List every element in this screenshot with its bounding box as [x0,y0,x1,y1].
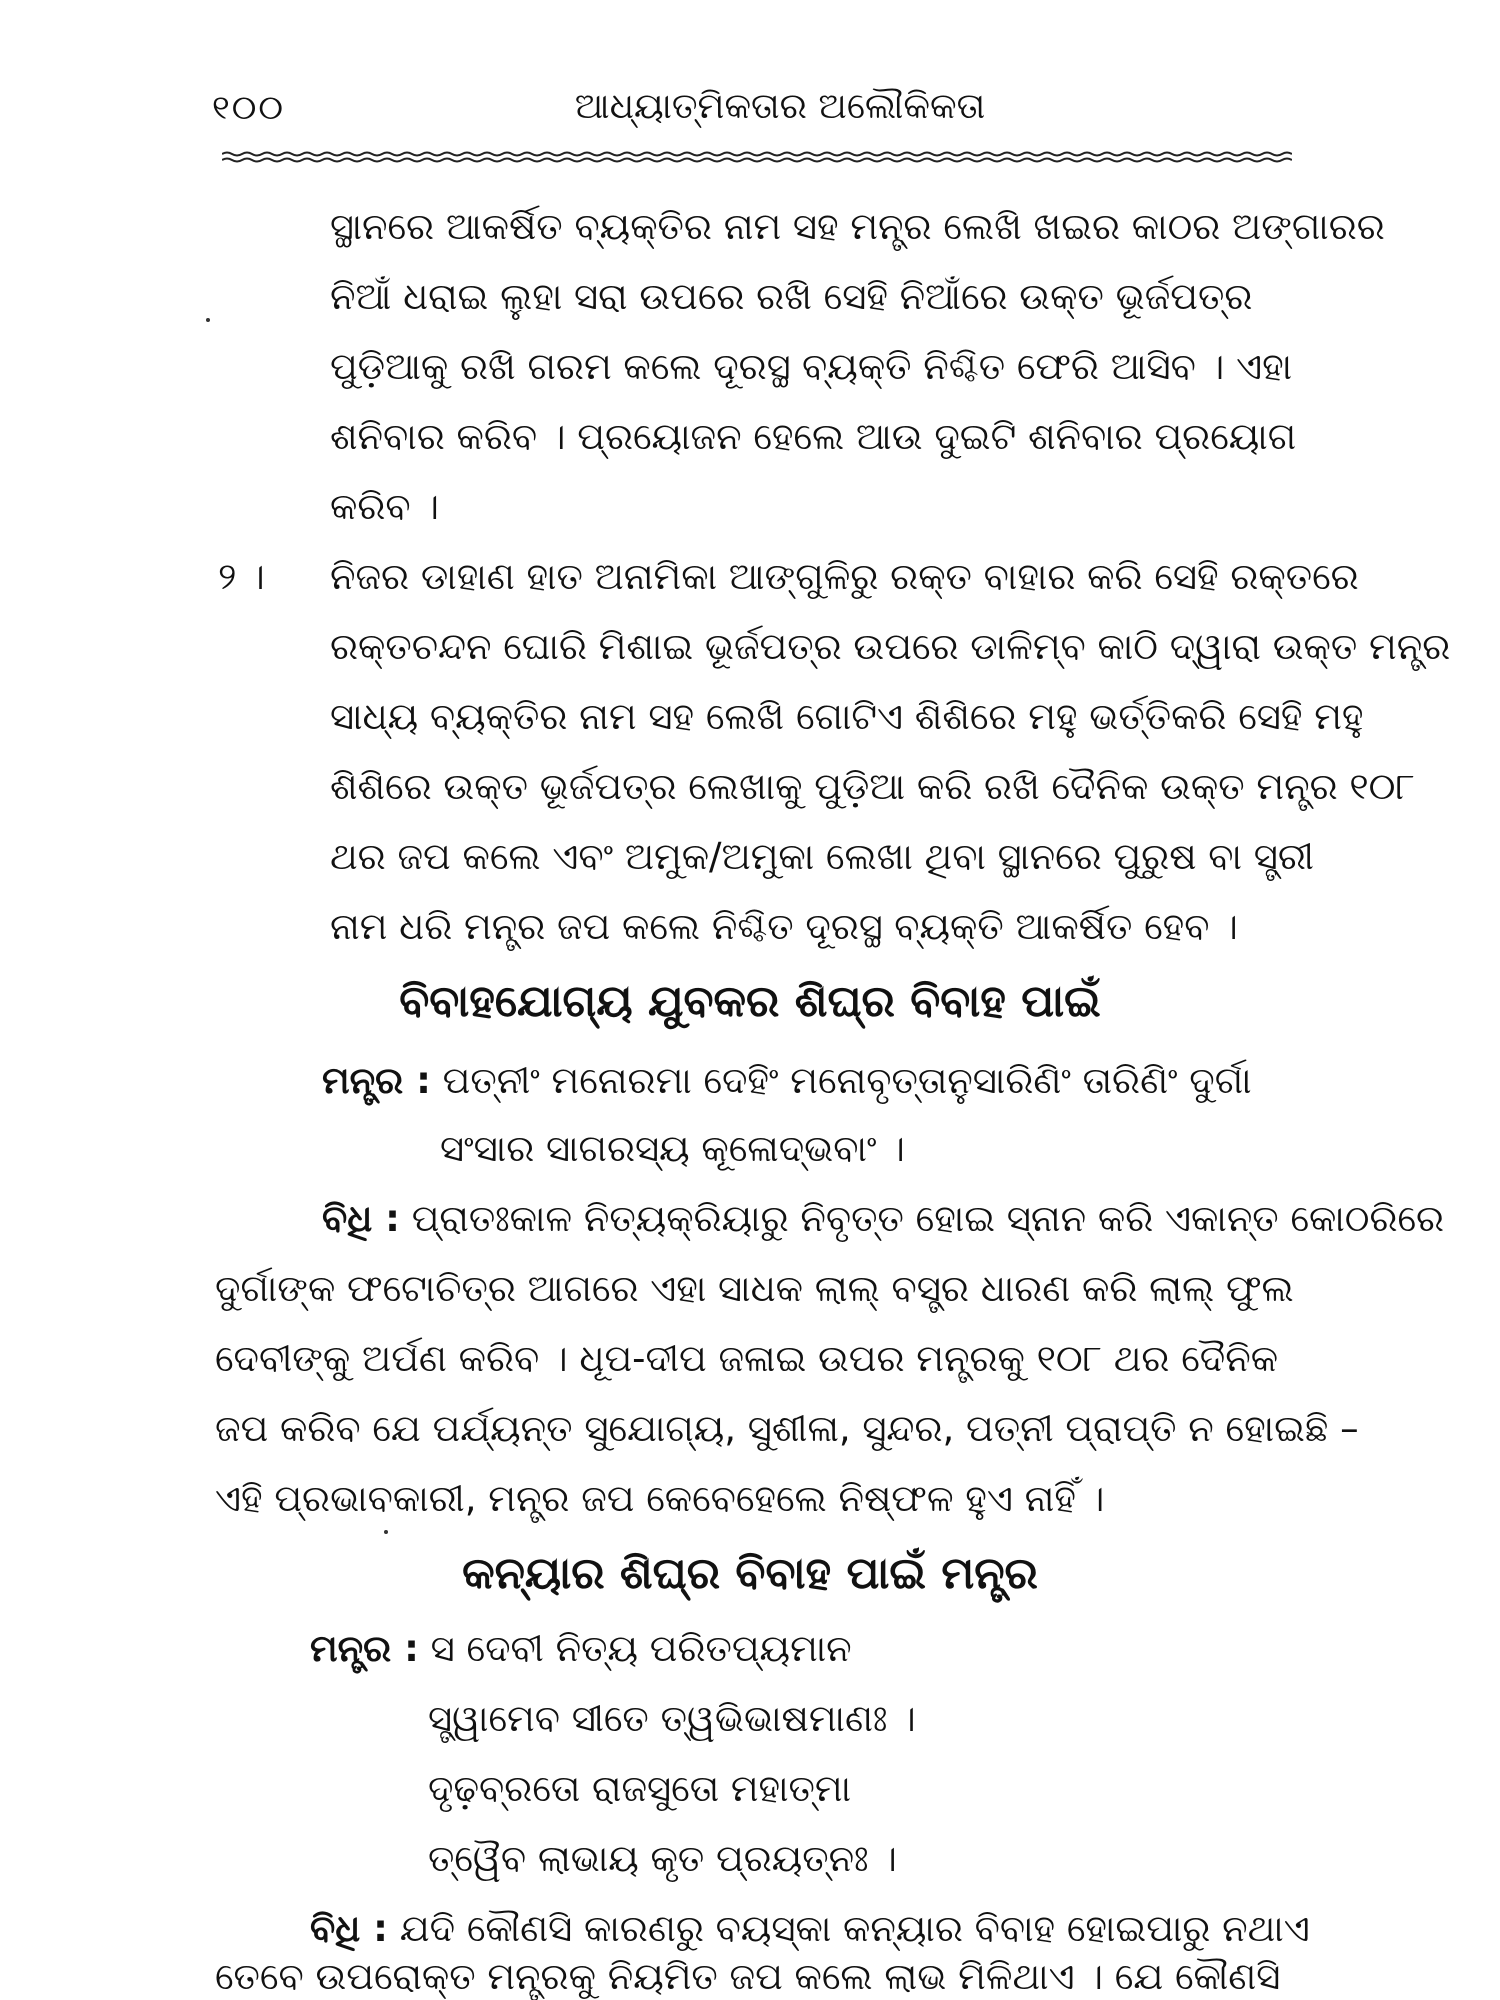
paragraph-line: ନିଜର ଡାହାଣ ହାତ ଅନାମିକା ଆଙ୍ଗୁଳିରୁ ରକ୍ତ ବାହାର କରି ସେହି ରକ୍ତରେ [330,555,1359,598]
paragraph-line: କରିବ । [330,485,440,528]
method-text: ପ୍ରାତଃକାଳ ନିତ୍ୟକ୍ରିୟାରୁ ନିବୃତ୍ତ ହୋଇ ସ୍ନାନ କରି ଏକାନ୍ତ କୋଠରିରେ [411,1197,1445,1240]
paragraph-line: ନିଆଁ ଧରାଇ ଲୁହା ସରା ଉପରେ ରଖି ସେହି ନିଆଁରେ ଉକ୍ତ ଭୂର୍ଜପତ୍ର [330,275,1253,318]
mantra-line: ଦୃଢ଼ବ୍ରତୋ ରାଜସୁତୋ ମହାତ୍ମା [428,1767,852,1810]
paragraph-line: ରକ୍ତଚନ୍ଦନ ଘୋରି ମିଶାଇ ଭୂର୍ଜପତ୍ର ଉପରେ ଡାଳିମ୍ବ କାଠି ଦ୍ୱାରା ଉକ୍ତ ମନ୍ତ୍ର [330,625,1451,668]
method-line [310,1907,1310,1950]
mantra-text: ପତ୍ନୀଂ ମନୋରମା ଦେହିଂ ମନୋବୃତ୍ତାନୁସାରିଣିଂ ତାରିଣିଂ ଦୁର୍ଗା [442,1059,1252,1102]
page-number: ୧୦୦ [212,88,285,128]
paragraph-line: ଥର ଜପ କଲେ ଏବଂ ଅମୁକ/ଅମୁକା ଲେଖା ଥିବା ସ୍ଥାନରେ ପୁରୁଷ ବା ସ୍ତ୍ରୀ [330,835,1314,878]
mantra-line: ତ୍ୱୈବ ଲାଭାୟ କୃତ ପ୍ରୟତ୍ନଃ । [428,1837,897,1880]
method-label: ବିଧି : [310,1907,388,1950]
method-line: ଜପ କରିବ ଯେ ପର୍ଯ୍ୟନ୍ତ ସୁଯୋଗ୍ୟ, ସୁଶୀଳା, ସୁନ୍ଦର, ପତ୍ନୀ ପ୍ରାପ୍ତି ନ ହୋଇଛି – [215,1407,1359,1450]
paragraph-line: ସାଧ୍ୟ ବ୍ୟକ୍ତିର ନାମ ସହ ଲେଖି ଗୋଟିଏ ଶିଶିରେ ମହୁ ଭର୍ତ୍ତିକରି ସେହି ମହୁ [330,695,1364,738]
method-text: ଯଦି କୌଣସି କାରଣରୁ ବୟସ୍କା କନ୍ୟାର ବିବାହ ହୋଇପାରୁ ନଥାଏ [399,1907,1310,1950]
mantra-line: ସଂସାର ସାଗରସ୍ୟ କୂଳୋଦ୍‌ଭବାଂ । [440,1127,905,1170]
running-title: ଆଧ୍ୟାତ୍ମିକତାର ଅଲୌକିକତା [574,86,986,127]
section-heading-bride: କନ୍ୟାର ଶିଘ୍ର ବିବାହ ପାଇଁ ମନ୍ତ୍ର [462,1548,1038,1599]
mantra-label: ମନ୍ତ୍ର : [322,1059,431,1102]
method-line: ଦୁର୍ଗାଙ୍କ ଫଟୋଚିତ୍ର ଆଗରେ ଏହା ସାଧକ ଲାଲ୍ ବସ୍ତ୍ର ଧାରଣ କରି ଲାଲ୍ ଫୁଲ [215,1267,1294,1310]
item-number: ୨ । [218,555,265,598]
mantra-label: ମନ୍ତ୍ର : [310,1627,419,1670]
mantra-text: ସ ଦେବୀ ନିତ୍ୟ ପରିତପ୍ୟମାନ [430,1627,852,1670]
mantra-line: ସ୍ତ୍ୱାମେବ ସୀତେ ତ୍ୱଭିଭାଷମାଣଃ । [428,1697,916,1740]
paragraph-line: ନାମ ଧରି ମନ୍ତ୍ର ଜପ କଲେ ନିଶ୍ଚିତ ଦୂରସ୍ଥ ବ୍ୟକ୍ତି ଆକର୍ଷିତ ହେବ । [330,905,1238,948]
stray-print-dot [206,318,210,322]
paragraph-line: ପୁଡ଼ିଆକୁ ରଖି ଗରମ କଲେ ଦୂରସ୍ଥ ବ୍ୟକ୍ତି ନିଶ୍ଚିତ ଫେରି ଆସିବ । ଏହା [330,345,1293,388]
stray-print-dot [384,1530,388,1534]
method-line: ଏହି ପ୍ରଭାବକାରୀ, ମନ୍ତ୍ର ଜପ କେବେହେଲେ ନିଷ୍ଫଳ ହୁଏ ନାହିଁ । [215,1477,1105,1520]
method-line: ଦେବୀଙ୍କୁ ଅର୍ପଣ କରିବ । ଧୂପ-ଦୀପ ଜଳାଇ ଉପର ମନ୍ତ୍ରକୁ ୧୦୮ ଥର ଦୈନିକ [215,1337,1279,1380]
header-wavy-rule [222,150,1292,164]
method-line [322,1197,1445,1240]
mantra-line [322,1059,1252,1102]
paragraph-line: ସ୍ଥାନରେ ଆକର୍ଷିତ ବ୍ୟକ୍ତିର ନାମ ସହ ମନ୍ତ୍ର ଲେଖି ଖଇର କାଠର ଅଙ୍ଗାରର [330,205,1385,248]
mantra-line [310,1627,852,1670]
method-line: ତେବେ ଉପରୋକ୍ତ ମନ୍ତ୍ରକୁ ନିୟମିତ ଜପ କଲେ ଲାଭ ମିଳିଥାଏ । ଯେ କୌଣସି [215,1955,1281,1998]
paragraph-line: ଶିଶିରେ ଉକ୍ତ ଭୂର୍ଜପତ୍ର ଲେଖାକୁ ପୁଡ଼ିଆ କରି ରଖି ଦୈନିକ ଉକ୍ତ ମନ୍ତ୍ର ୧୦୮ [330,765,1415,808]
method-label: ବିଧି : [322,1197,400,1240]
paragraph-line: ଶନିବାର କରିବ । ପ୍ରୟୋଜନ ହେଲେ ଆଉ ଦୁଇଟି ଶନିବାର ପ୍ରୟୋଗ [330,415,1297,458]
section-heading-groom: ବିବାହଯୋଗ୍ୟ ଯୁବକର ଶିଘ୍ର ବିବାହ ପାଇଁ [399,976,1101,1027]
